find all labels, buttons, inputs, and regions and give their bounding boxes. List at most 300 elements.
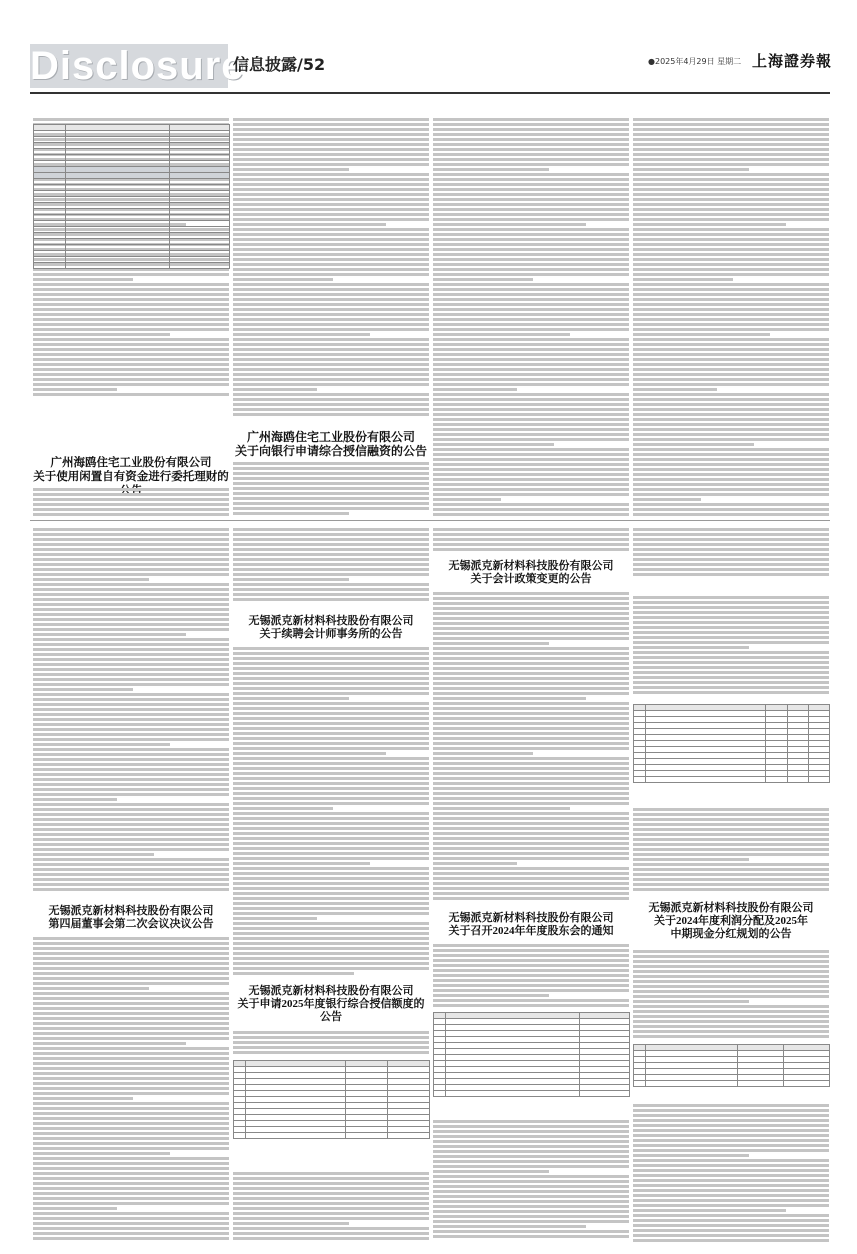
text-line [33, 1132, 229, 1135]
text-line [433, 742, 629, 745]
text-line [433, 1175, 629, 1178]
text-line [233, 797, 429, 800]
text-line [433, 118, 629, 121]
text-line [33, 1162, 229, 1165]
text-line [633, 218, 829, 221]
text-line [433, 1220, 629, 1223]
text-line [33, 728, 229, 731]
text-line [233, 588, 429, 591]
text-line [33, 578, 149, 581]
text-line [633, 123, 829, 126]
text-line [233, 258, 429, 261]
text-line [233, 472, 429, 475]
text-line [633, 528, 829, 531]
text-line [33, 808, 229, 811]
text-line [33, 373, 229, 376]
text-line [433, 1170, 549, 1173]
text-line [233, 817, 429, 820]
text-line [633, 661, 829, 664]
text-line [33, 1227, 229, 1230]
text-line [433, 1235, 629, 1238]
table-row [634, 1081, 830, 1087]
text-line [433, 1165, 629, 1168]
text-line [433, 363, 629, 366]
text-line [433, 632, 629, 635]
text-line [633, 243, 829, 246]
text-line [233, 1172, 429, 1175]
text-line [433, 228, 629, 231]
text-line [433, 1145, 629, 1148]
text-line [433, 887, 629, 890]
text-line [233, 742, 429, 745]
text-line [633, 1015, 829, 1018]
text-line [33, 393, 229, 396]
text-line [33, 1122, 229, 1125]
text-line [233, 852, 429, 855]
body-text-column [33, 937, 229, 1242]
text-line [33, 1112, 229, 1115]
text-line [33, 348, 229, 351]
text-line [233, 388, 317, 391]
text-line [233, 218, 429, 221]
text-line [33, 708, 229, 711]
text-line [433, 792, 629, 795]
text-line [33, 688, 133, 691]
text-line [633, 975, 829, 978]
text-line [633, 508, 829, 511]
text-line [33, 788, 229, 791]
announcement-title: 无锡派克新材料科技股份有限公司 关于续聘会计师事务所的公告 [248, 615, 414, 641]
text-line [33, 488, 229, 491]
text-line [633, 626, 829, 629]
text-line [633, 118, 829, 121]
body-text-column [633, 808, 829, 894]
text-line [233, 857, 429, 860]
text-line [33, 987, 149, 990]
text-line [433, 198, 629, 201]
text-line [633, 248, 829, 251]
text-line [633, 1010, 829, 1013]
text-line [433, 253, 629, 256]
text-line [233, 188, 429, 191]
text-line [633, 473, 829, 476]
text-line [33, 653, 229, 656]
text-line [433, 1155, 629, 1158]
text-line [633, 563, 829, 566]
text-line [33, 1142, 229, 1145]
text-line [33, 363, 229, 366]
text-line [433, 238, 629, 241]
text-line [233, 847, 429, 850]
text-line [233, 408, 429, 411]
text-line [633, 995, 829, 998]
text-line [33, 288, 229, 291]
text-line [33, 1072, 229, 1075]
text-line [433, 318, 629, 321]
text-line [233, 1182, 429, 1185]
text-line [633, 1219, 829, 1222]
text-line [633, 646, 749, 649]
text-line [433, 984, 629, 987]
text-line [233, 707, 429, 710]
text-line [433, 1140, 629, 1143]
text-line [233, 208, 429, 211]
body-text-column [33, 488, 229, 516]
text-line [233, 787, 429, 790]
text-line [633, 408, 829, 411]
text-line [633, 1224, 829, 1227]
text-line [633, 888, 829, 891]
text-line [433, 353, 629, 356]
text-line [233, 243, 429, 246]
text-line [233, 652, 429, 655]
text-line [633, 498, 701, 501]
text-line [433, 652, 629, 655]
text-line [233, 1202, 429, 1205]
text-line [33, 703, 229, 706]
text-line [33, 1207, 117, 1210]
text-line [233, 1051, 429, 1054]
text-line [233, 413, 429, 416]
text-line [33, 603, 229, 606]
text-line [433, 433, 629, 436]
text-line [33, 683, 229, 686]
text-line [233, 573, 429, 576]
text-line [233, 558, 429, 561]
text-line [233, 338, 429, 341]
text-line [633, 368, 829, 371]
text-line [233, 932, 429, 935]
text-line [33, 878, 229, 881]
table-cell [738, 1081, 784, 1087]
text-line [33, 813, 229, 816]
text-line [33, 743, 170, 746]
text-line [233, 802, 429, 805]
text-line [633, 398, 829, 401]
text-line [633, 293, 829, 296]
text-line [33, 658, 229, 661]
text-line [633, 188, 829, 191]
text-line [233, 1046, 429, 1049]
text-line [433, 1125, 629, 1128]
text-line [433, 193, 629, 196]
text-line [633, 606, 829, 609]
text-line [633, 883, 829, 886]
text-line [433, 727, 629, 730]
text-line [633, 1184, 829, 1187]
text-line [233, 138, 429, 141]
text-line [433, 842, 629, 845]
text-line [433, 707, 629, 710]
text-line [233, 528, 429, 531]
text-line [233, 393, 429, 396]
text-line [433, 1205, 629, 1208]
text-line [433, 979, 629, 982]
text-line [633, 338, 829, 341]
text-line [233, 732, 429, 735]
text-line [633, 1109, 829, 1112]
text-line [233, 717, 429, 720]
text-line [633, 1199, 829, 1202]
text-line [233, 383, 429, 386]
text-line [633, 443, 754, 446]
text-line [433, 498, 501, 501]
text-line [633, 303, 829, 306]
text-line [633, 611, 829, 614]
text-line [433, 548, 629, 551]
text-line [233, 358, 429, 361]
text-line [33, 952, 229, 955]
text-line [33, 1127, 229, 1130]
text-line [433, 388, 517, 391]
text-line [433, 258, 629, 261]
text-line [233, 373, 429, 376]
text-line [633, 233, 829, 236]
text-line [33, 668, 229, 671]
text-line [33, 613, 229, 616]
text-line [433, 1210, 629, 1213]
text-line [633, 143, 829, 146]
text-line [633, 1020, 829, 1023]
body-text-column [433, 118, 629, 516]
text-line [233, 917, 317, 920]
text-line [233, 163, 429, 166]
text-line [233, 697, 349, 700]
text-line [433, 762, 629, 765]
text-line [233, 118, 429, 121]
text-line [633, 433, 829, 436]
text-line [633, 328, 829, 331]
body-text-column [433, 1120, 629, 1242]
text-line [633, 493, 829, 496]
section-divider [30, 520, 830, 521]
text-line [33, 1052, 229, 1055]
text-line [633, 681, 829, 684]
text-line [433, 802, 629, 805]
text-line [433, 702, 629, 705]
text-line [233, 1222, 349, 1225]
text-line [33, 873, 229, 876]
text-line [233, 153, 429, 156]
text-line [633, 553, 829, 556]
text-line [33, 803, 229, 806]
text-line [233, 203, 429, 206]
text-line [33, 388, 117, 391]
text-line [233, 737, 429, 740]
text-line [433, 468, 629, 471]
table-cell [809, 777, 830, 783]
body-text-column [233, 462, 429, 516]
text-line [233, 757, 429, 760]
text-line [33, 1212, 229, 1215]
text-line [633, 873, 829, 876]
text-line [633, 808, 829, 811]
text-line [233, 568, 429, 571]
text-line [433, 1230, 629, 1233]
text-line [233, 598, 429, 601]
text-line [33, 383, 229, 386]
text-line [633, 1144, 829, 1147]
body-text-column [633, 950, 829, 1040]
text-line [633, 403, 829, 406]
text-line [233, 1031, 429, 1034]
text-line [433, 308, 629, 311]
text-line [233, 143, 429, 146]
text-line [633, 1154, 749, 1157]
text-line [433, 123, 629, 126]
text-line [33, 1082, 229, 1085]
text-line [233, 662, 429, 665]
announcement-title: 无锡派克新材料科技股份有限公司 关于召开2024年年度股东会的通知 [448, 912, 614, 938]
text-line [233, 533, 429, 536]
text-line [433, 964, 629, 967]
text-line [233, 288, 429, 291]
text-line [33, 513, 229, 516]
text-line [233, 672, 429, 675]
text-line [233, 837, 429, 840]
text-line [433, 732, 629, 735]
text-line [33, 1202, 229, 1205]
text-line [433, 677, 629, 680]
text-line [233, 947, 429, 950]
text-line [633, 323, 829, 326]
text-line [33, 1197, 229, 1200]
text-line [633, 813, 829, 816]
text-line [433, 158, 629, 161]
text-line [633, 823, 829, 826]
text-line [233, 253, 429, 256]
text-line [33, 643, 229, 646]
text-line [33, 508, 229, 511]
text-line [633, 438, 829, 441]
text-line [433, 692, 629, 695]
text-line [433, 597, 629, 600]
text-line [633, 1025, 829, 1028]
text-line [33, 673, 229, 676]
announcement-title: 无锡派克新材料科技股份有限公司 第四届董事会第二次会议决议公告 [48, 905, 214, 931]
text-line [233, 967, 429, 970]
text-line [433, 173, 629, 176]
table-cell [246, 1133, 346, 1139]
text-line [433, 408, 629, 411]
text-line [433, 143, 629, 146]
text-line [433, 513, 629, 516]
text-line [233, 1227, 429, 1230]
text-line [633, 621, 829, 624]
text-line [633, 263, 829, 266]
text-line [433, 303, 629, 306]
text-line [33, 967, 229, 970]
text-line [433, 313, 629, 316]
text-line [433, 954, 629, 957]
text-line [433, 338, 629, 341]
text-line [633, 1169, 829, 1172]
text-line [633, 636, 829, 639]
text-line [433, 697, 586, 700]
text-line [433, 627, 629, 630]
text-line [233, 283, 429, 286]
text-line [233, 882, 429, 885]
text-line [433, 273, 629, 276]
text-line [433, 503, 629, 506]
text-line [633, 238, 829, 241]
text-line [33, 298, 229, 301]
text-line [633, 373, 829, 376]
text-line [433, 1004, 629, 1007]
text-line [33, 1002, 229, 1005]
text-line [633, 158, 829, 161]
text-line [433, 607, 629, 610]
text-line [233, 832, 429, 835]
text-line [233, 502, 429, 505]
text-line [433, 323, 629, 326]
text-line [433, 1160, 629, 1163]
text-line [433, 787, 629, 790]
text-line [33, 368, 229, 371]
text-line [33, 493, 229, 496]
text-line [433, 218, 629, 221]
text-line [233, 343, 429, 346]
table-row [234, 1133, 430, 1139]
text-line [433, 168, 549, 171]
text-line [33, 793, 229, 796]
body-text-column [33, 528, 229, 894]
text-line [633, 213, 829, 216]
text-line [33, 1062, 229, 1065]
text-line [433, 348, 629, 351]
text-line [233, 782, 429, 785]
text-line [233, 887, 429, 890]
text-line [233, 872, 429, 875]
text-line [633, 1119, 829, 1122]
text-line [33, 303, 229, 306]
text-line [633, 980, 829, 983]
text-line [33, 833, 229, 836]
announcement-title: 无锡派克新材料科技股份有限公司 关于申请2025年度银行综合授信额度的 公告 [237, 985, 425, 1024]
text-line [33, 503, 229, 506]
text-line [633, 1189, 829, 1192]
text-line [33, 838, 229, 841]
text-line [233, 507, 429, 510]
text-line [633, 183, 829, 186]
text-line [233, 368, 429, 371]
text-line [633, 1229, 829, 1232]
text-line [633, 428, 829, 431]
text-line [433, 148, 629, 151]
text-line [633, 1179, 829, 1182]
text-line [633, 818, 829, 821]
text-line [433, 612, 629, 615]
text-line [433, 667, 629, 670]
text-line [33, 1137, 229, 1140]
text-line [433, 1200, 629, 1203]
text-line [633, 568, 829, 571]
text-line [433, 782, 629, 785]
text-line [633, 513, 829, 516]
text-line [433, 602, 629, 605]
text-line [233, 777, 429, 780]
text-line [33, 538, 229, 541]
text-line [233, 538, 429, 541]
text-line [633, 616, 829, 619]
text-line [633, 313, 829, 316]
text-line [233, 578, 349, 581]
text-line [433, 832, 629, 835]
text-line [433, 453, 629, 456]
text-line [33, 942, 229, 945]
text-line [433, 737, 629, 740]
text-line [233, 862, 370, 865]
